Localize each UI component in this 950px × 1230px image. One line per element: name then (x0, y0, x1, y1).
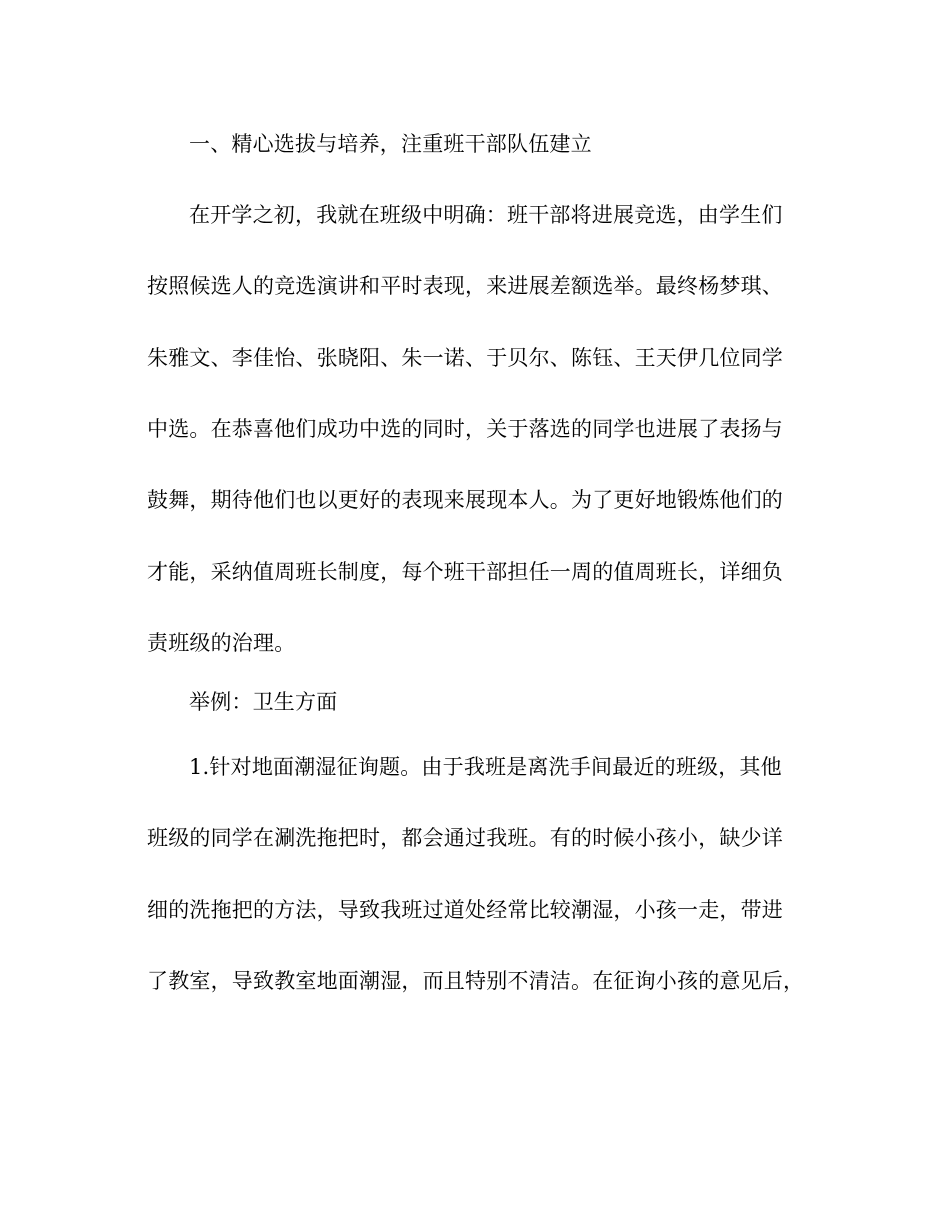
paragraph-line: 1.针对地面潮湿征询题。由于我班是离洗手间最近的班级，其他 (189, 755, 782, 779)
paragraph-line: 朱雅文、李佳怡、张晓阳、朱一诺、于贝尔、陈钰、王天伊几位同学 (147, 346, 783, 370)
paragraph-line: 了教室，导致教室地面潮湿，而且特别不清洁。在征询小孩的意见后， (147, 969, 805, 993)
paragraph-line: 在开学之初，我就在班级中明确：班干部将进展竞选，由学生们 (189, 203, 783, 227)
paragraph-line: 才能，采纳值周班长制度，每个班干部担任一周的值周班长，详细负 (147, 560, 783, 584)
paragraph-line: 细的洗拖把的方法，导致我班过道处经常比较潮湿，小孩一走，带进 (147, 898, 783, 922)
paragraph-line: 按照候选人的竞选演讲和平时表现，来进展差额选举。最终杨梦琪、 (147, 274, 783, 298)
example-heading: 举例：卫生方面 (189, 690, 338, 714)
paragraph-line: 鼓舞，期待他们也以更好的表现来展现本人。为了更好地锻炼他们的 (147, 488, 783, 512)
paragraph-line: 中选。在恭喜他们成功中选的同时，关于落选的同学也进展了表扬与 (147, 417, 783, 441)
section-heading: 一、精心选拔与培养，注重班干部队伍建立 (189, 132, 592, 156)
paragraph-line: 班级的同学在涮洗拖把时，都会通过我班。有的时候小孩小，缺少详 (147, 826, 783, 850)
paragraph-line: 责班级的治理。 (147, 631, 296, 655)
